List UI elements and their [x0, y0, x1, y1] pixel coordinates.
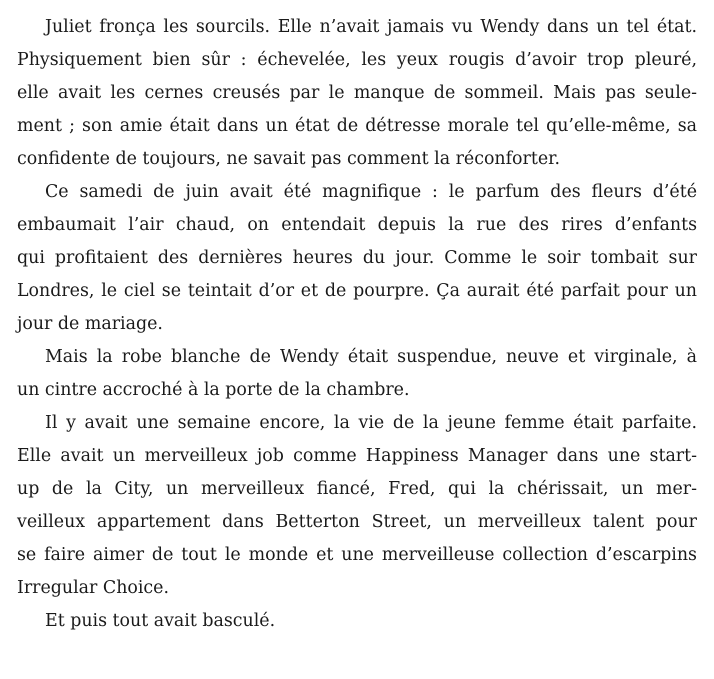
text-line: veilleux appartement dans Betterton Street, un merveilleux talent pour — [17, 512, 697, 532]
text-line: se faire aimer de tout le monde et une merveilleuse collection d’escarpins — [17, 545, 697, 565]
text-line: up de la City, un merveilleux fiancé, Fred, qui la chérissait, un mer- — [17, 479, 697, 499]
text-line: Il y avait une semaine encore, la vie de la jeune femme était parfaite. — [45, 413, 697, 433]
text-line: Londres, le ciel se teintait d’or et de pourpre. Ça aurait été parfait pour un — [17, 281, 697, 301]
text-line: confidente de toujours, ne savait pas comment la réconforter. — [17, 149, 561, 169]
text-line: Physiquement bien sûr : échevelée, les yeux rougis d’avoir trop pleuré, — [17, 50, 697, 70]
text-line: jour de mariage. — [17, 314, 163, 334]
text-line: qui profitaient des dernières heures du jour. Comme le soir tombait sur — [17, 248, 697, 268]
text-line: Ce samedi de juin avait été magnifique : le parfum des fleurs d’été — [45, 182, 697, 202]
text-line: elle avait les cernes creusés par le manque de sommeil. Mais pas seule- — [17, 83, 697, 103]
text-line: Et puis tout avait basculé. — [45, 611, 276, 631]
body-text — [17, 11, 697, 638]
text-line: Juliet fronça les sourcils. Elle n’avait jamais vu Wendy dans un tel état. — [45, 17, 697, 37]
text-line: un cintre accroché à la porte de la chambre. — [17, 380, 410, 400]
text-line: ment ; son amie était dans un état de détresse morale tel qu’elle-même, sa — [17, 116, 697, 136]
text-line: Elle avait un merveilleux job comme Happiness Manager dans une start- — [17, 446, 697, 466]
text-line: embaumait l’air chaud, on entendait depuis la rue des rires d’enfants — [17, 215, 697, 235]
text-line: Mais la robe blanche de Wendy était suspendue, neuve et virginale, à — [45, 347, 697, 367]
text-line: Irregular Choice. — [17, 578, 169, 598]
